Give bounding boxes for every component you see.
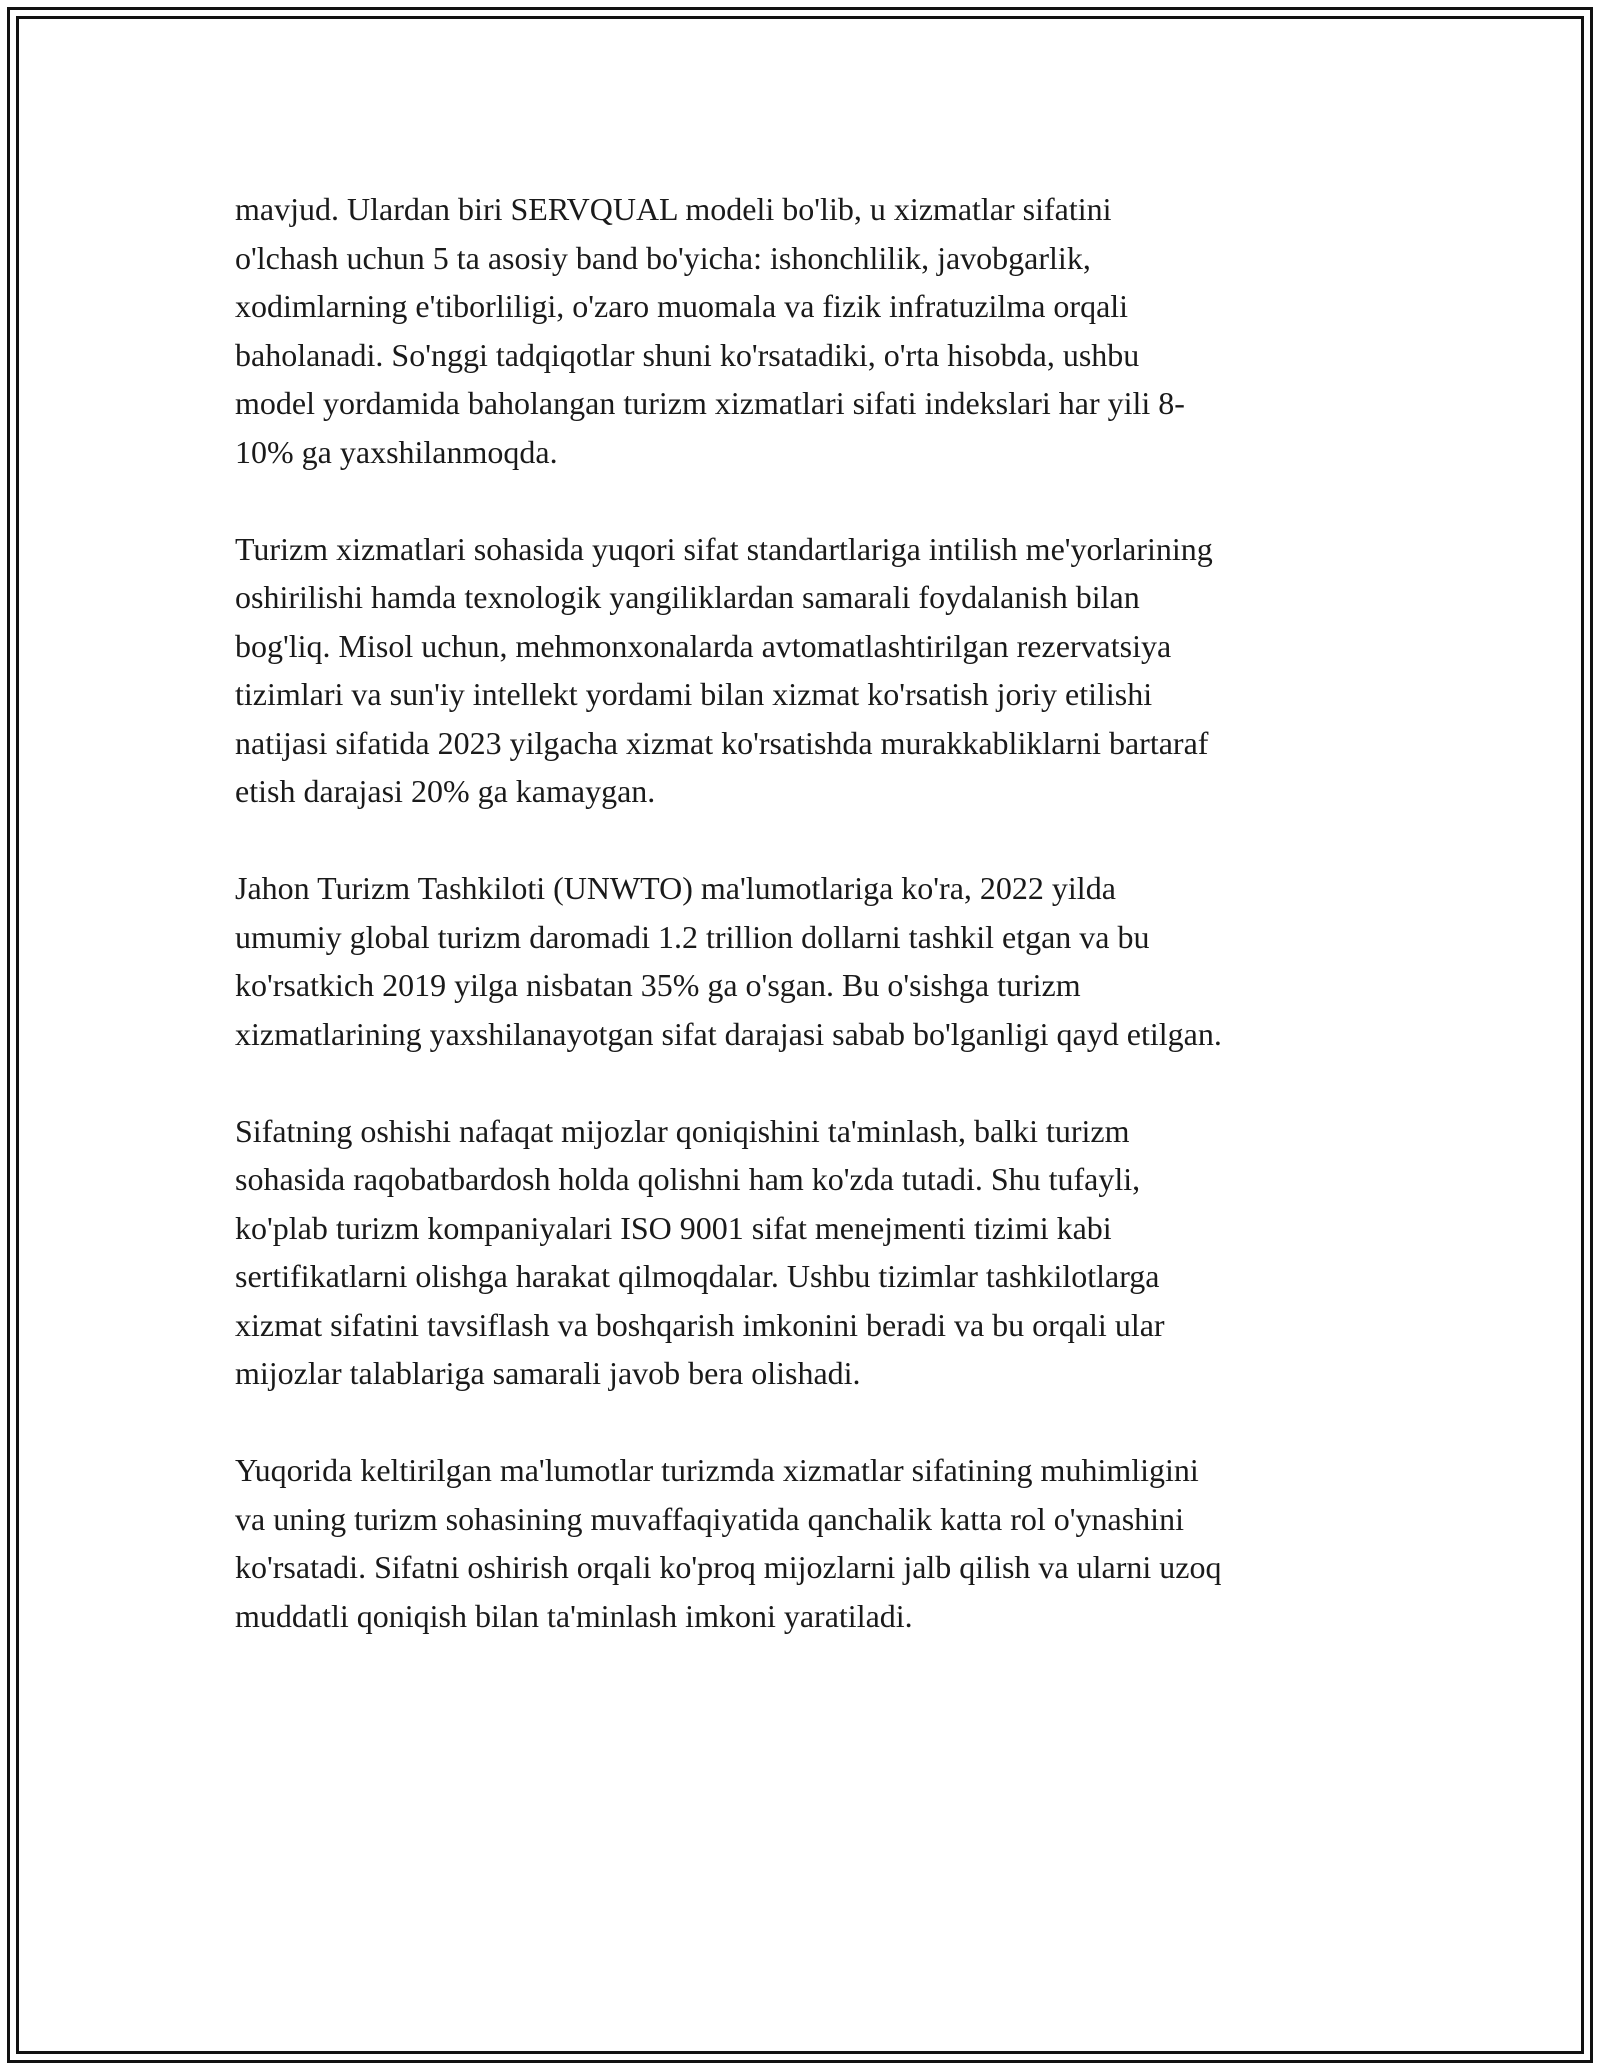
document-body [235, 185, 1395, 1689]
paragraph-unwto: Jahon Turizm Tashkiloti (UNWTO) ma'lumotlariga ko'ra, 2022 yilda umumiy global turizm daromadi 1.2 trillion dollarni tashkil etgan va bu ko'rsatkich 2019 yilga nisbatan 35% ga o'sgan. Bu o'sishga turizm xizmatlarining yaxshilanayotgan sifat darajasi sabab bo'lganligi qayd etilgan. [235, 870, 1222, 1052]
paragraph-servqual: mavjud. Ulardan biri SERVQUAL modeli bo'lib, u xizmatlar sifatini o'lchash uchun 5 ta asosiy band bo'yicha: ishonchlilik, javobgarlik, xodimlarning e'tiborliligi, o'zaro muomala va fizik infratuzilma orqali baholanadi. So'nggi tadqiqotlar shuni ko'rsatadiki, o'rta hisobda, ushbu model yordamida baholangan turizm xizmatlari sifati indekslari har yili 8- 10% ga yaxshilanmoqda. [235, 191, 1185, 470]
paragraph-quality-standards: Turizm xizmatlari sohasida yuqori sifat standartlariga intilish me'yorlarining oshirilishi hamda texnologik yangiliklardan samarali foydalanish bilan bog'liq. Misol uchun, mehmonxonalarda avtomatlashtirilgan rezervatsiya tizimlari va sun'iy intellekt yordami bilan xizmat ko'rsatish joriy etilishi natijasi sifatida 2023 yilgacha xizmat ko'rsatishda murakkabliklarni bartaraf etish darajasi 20% ga kamaygan. [235, 530, 1213, 809]
paragraph-conclusion: Yuqorida keltirilgan ma'lumotlar turizmda xizmatlar sifatining muhimligini va uning turizm sohasining muvaffaqiyatida qanchalik katta rol o'ynashini ko'rsatadi. Sifatni oshirish orqali ko'proq mijozlarni jalb qilish va ularni uzoq muddatli qoniqish bilan ta'minlash imkoni yaratiladi. [235, 1452, 1222, 1634]
paragraph-iso-9001: Sifatning oshishi nafaqat mijozlar qoniqishini ta'minlash, balki turizm sohasida raqobatbardosh holda qolishni ham ko'zda tutadi. Shu tufayli, ko'plab turizm kompaniyalari ISO 9001 sifat menejmenti tizimi kabi sertifikatlarni olishga harakat qilmoqdalar. Ushbu tizimlar tashkilotlarga xizmat sifatini tavsiflash va boshqarish imkonini beradi va bu orqali ular mijozlar talablariga samarali javob bera olishadi. [235, 1112, 1165, 1391]
